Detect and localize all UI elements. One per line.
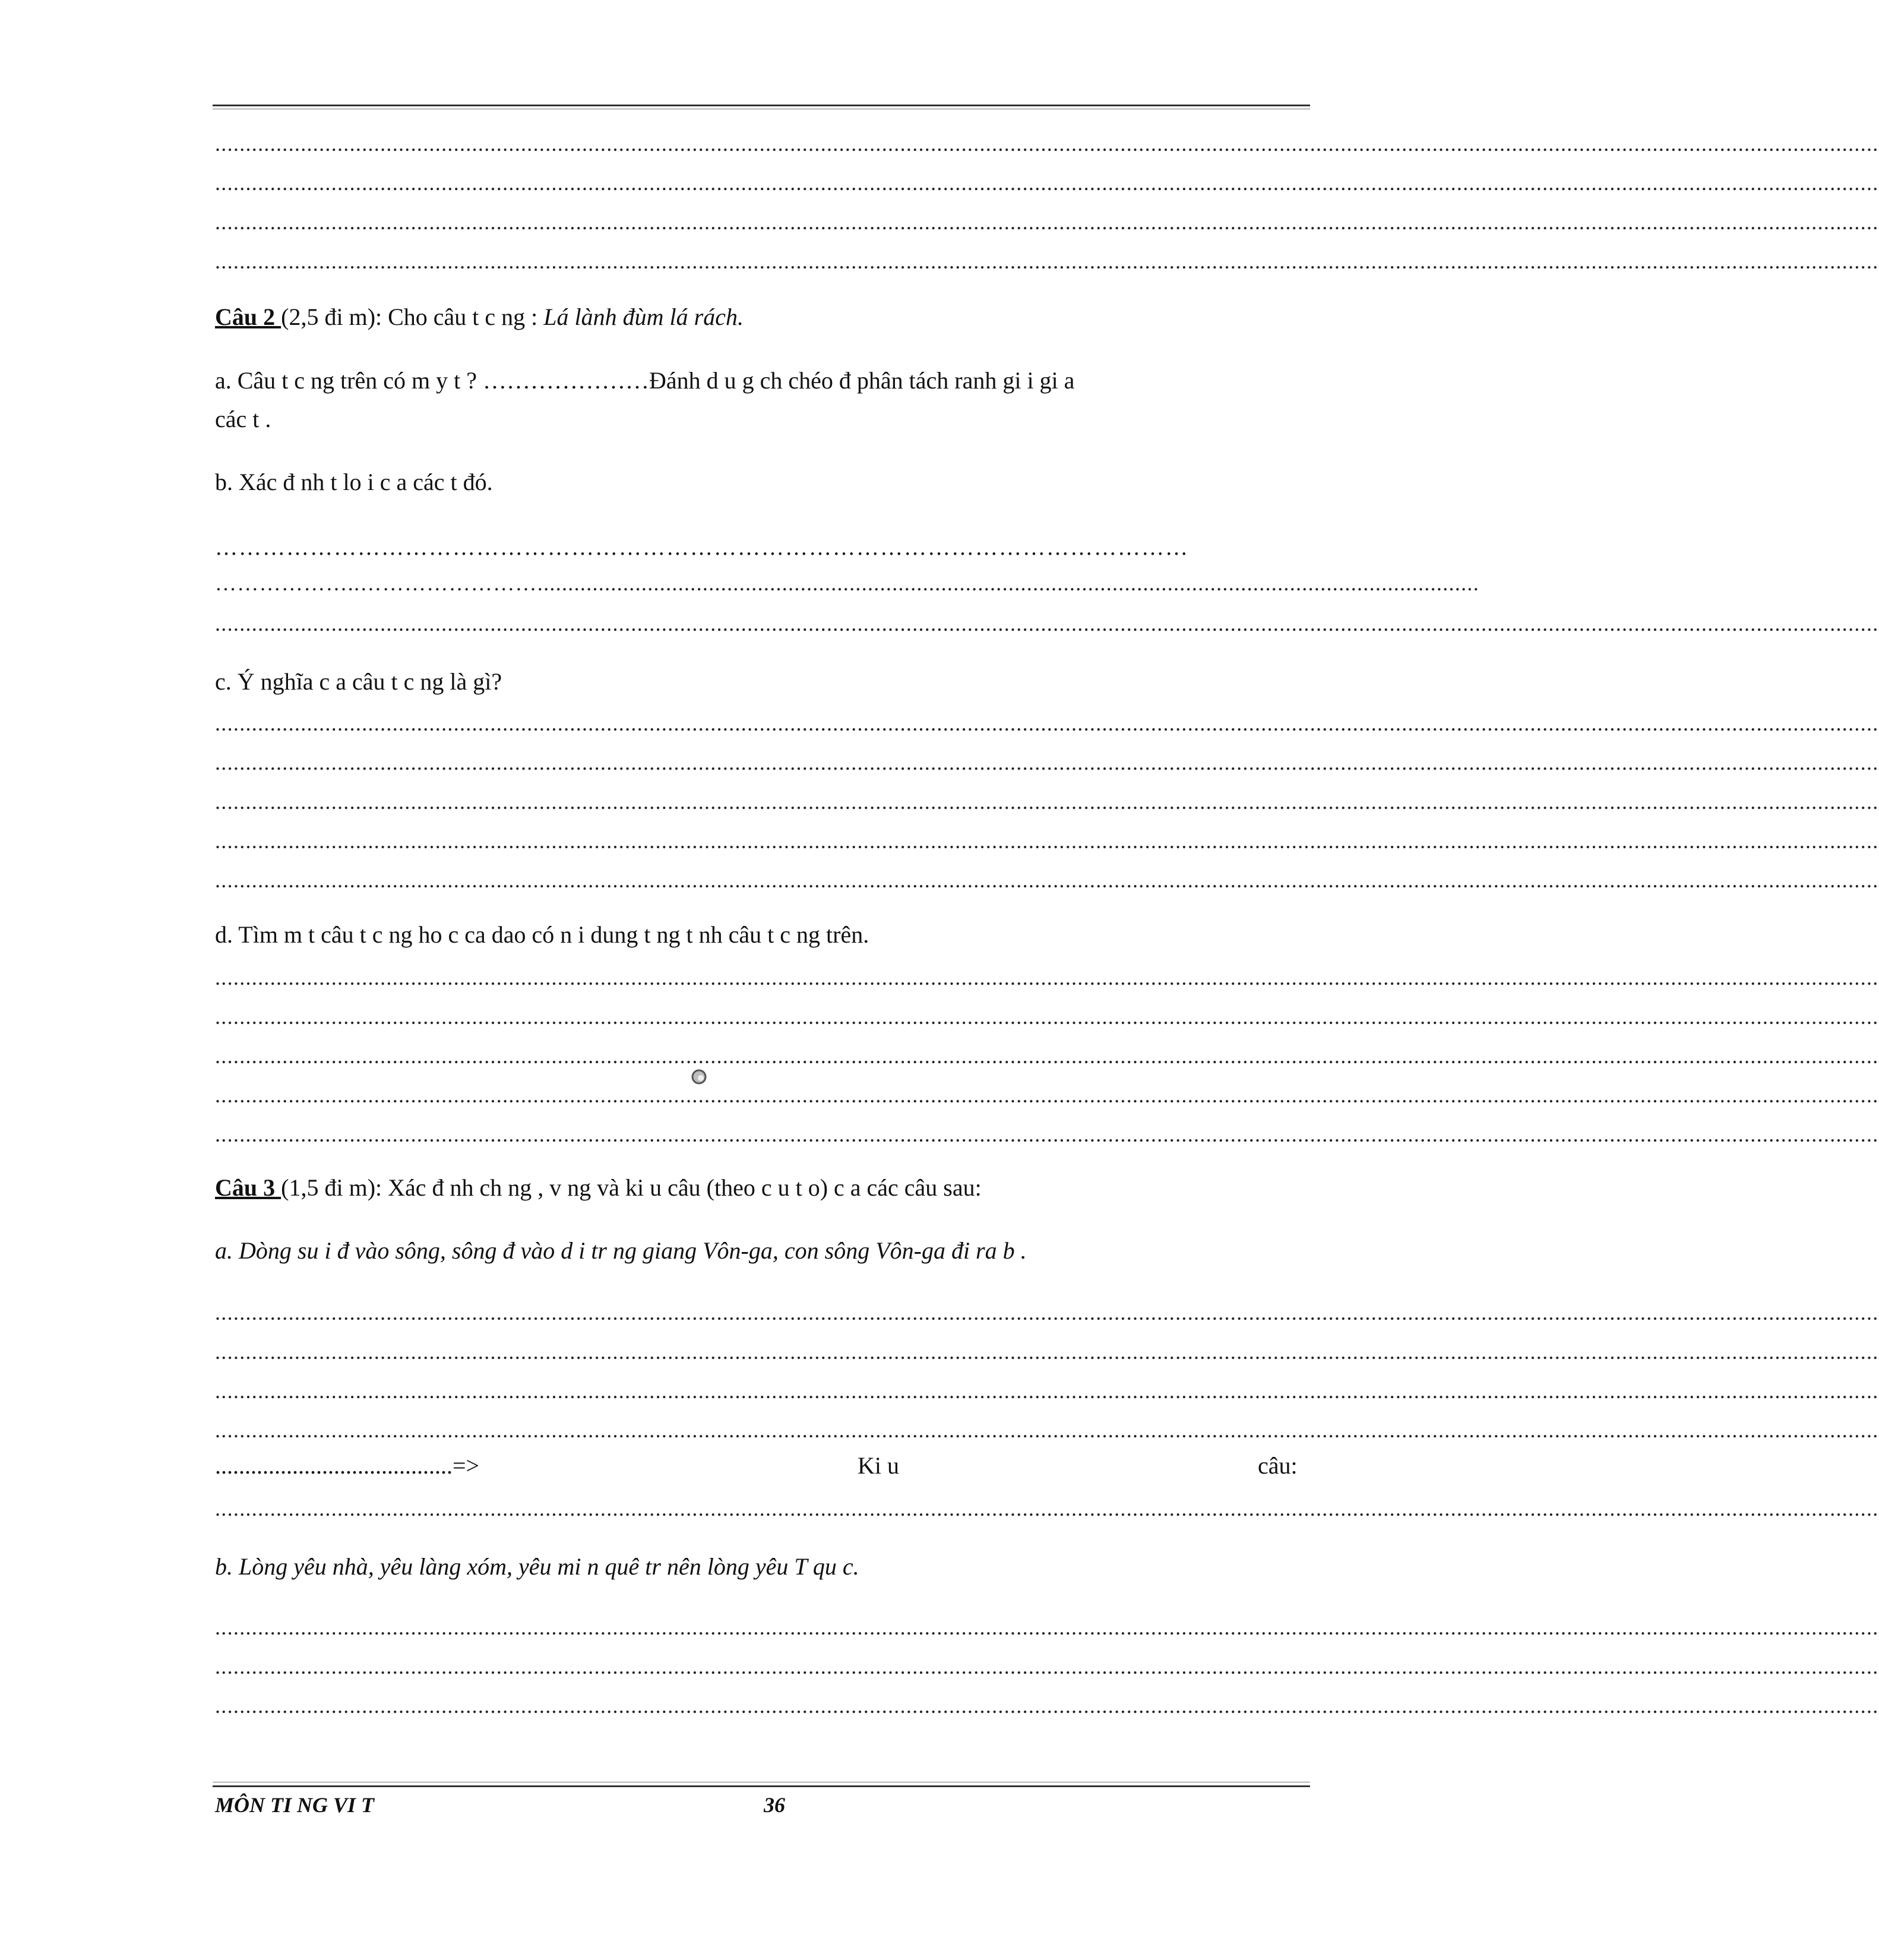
question-2-points: (2,5 đi m): Cho câu t c ng : [281, 304, 544, 330]
answer-line[interactable]: ................................................................................................................................................................................................................................................................................ [215, 790, 1879, 814]
answer-line[interactable]: ................................................................................................................................................................................................................................................................................ [215, 1044, 1879, 1068]
question-3-points: (1,5 đi m): Xác đ nh ch ng , v ng và ki u câu (theo c u t o) c a các câu sau: [281, 1174, 982, 1201]
answer-line[interactable]: ................................................................................................................................................................................................................................................................................ [215, 1005, 1879, 1029]
question-3b [215, 1553, 859, 1581]
question-3a [215, 1237, 1027, 1265]
question-2a-line2: các t . [215, 406, 271, 432]
answer-line[interactable]: ................................................................................................................................................................................................................................................................................ [215, 210, 1879, 234]
answer-line[interactable]: ................................................................................................................................................................................................................................................................................ [215, 829, 1879, 853]
header-rule [213, 105, 1310, 106]
question-3b-sentence: b. Lòng yêu nhà, yêu làng xóm, yêu mi n quê tr nên lòng yêu T qu c. [215, 1553, 859, 1580]
question-2d: d. Tìm m t câu t c ng ho c ca dao có n i dung t ng t nh câu t c ng trên. [215, 921, 869, 948]
answer-line[interactable]: ................................................................................................................................................................................................................................................................................ [215, 1655, 1879, 1678]
sentence-label: câu: [1258, 1452, 1298, 1479]
question-2-proverb: Lá lành đùm lá rách. [543, 304, 744, 330]
answer-line[interactable]: ................................................................................................................................................................................................................................................................................ [215, 1083, 1879, 1107]
footer-rule [213, 1785, 1310, 1787]
answer-line[interactable]: ................................................................................................................................................................................................................................................................................ [215, 1379, 1879, 1403]
answer-line[interactable]: ................................................................................................................................................................................................................................................................................ [215, 712, 1879, 735]
question-2b: b. Xác đ nh t lo i c a các t đó. [215, 469, 493, 495]
answer-line[interactable]: ................................................................................................................................................................................................................................................................................ [215, 171, 1879, 195]
question-2-title: Câu 2 [215, 304, 281, 330]
answer-line[interactable]: ................................................................................................................................................................................................................................................................................ [215, 132, 1879, 156]
answer-line[interactable]: ................................................................................................................................................................................................................................................................................ [215, 868, 1879, 892]
answer-line[interactable]: ................................................................................................................................................................................................................................................................................ [215, 1301, 1879, 1324]
answer-line[interactable]: ................................................................................................................................................................................................................................................................................ [215, 1694, 1879, 1718]
answer-line[interactable]: ................................................................................................................................................................................................................................................................................ [215, 249, 1879, 273]
question-3a-sentence: a. Dòng su i đ vào sông, sông đ vào d i tr ng giang Vôn-ga, con sông Vôn-ga đi ra b . [215, 1237, 1027, 1264]
answer-line[interactable]: ................................................................................................................................................................................................................................................................................ [215, 966, 1879, 990]
question-2c: c. Ý nghĩa c a câu t c ng là gì? [215, 668, 502, 695]
answer-line[interactable]: ………………..…………………….......................................................................................................................................................... [215, 571, 1479, 595]
question-3-title: Câu 3 [215, 1174, 281, 1201]
answer-line[interactable]: ................................................................................................................................................................................................................................................................................ [215, 1616, 1879, 1639]
answer-line[interactable]: ................................................................................................................................................................................................................................................................................ [215, 1340, 1879, 1364]
question-2a-line1: a. Câu t c ng trên có m y t ? …………………Đánh d u g ch chéo đ phân tách ranh gi i gi a [215, 367, 1075, 394]
answer-line-prefix[interactable]: ........................................=> [215, 1452, 480, 1479]
page-number: 36 [764, 1793, 785, 1817]
answer-line[interactable]: ................................................................................................................................................................................................................................................................................ [215, 612, 1879, 636]
footer-subject: MÔN TI NG VI T [215, 1793, 375, 1817]
answer-line[interactable]: ................................................................................................................................................................................................................................................................................ [215, 751, 1879, 774]
answer-line[interactable]: …………………………………………………………………………………………………………… [215, 535, 1189, 560]
question-2-heading [215, 303, 744, 331]
kind-label: Ki u [858, 1452, 899, 1479]
answer-line[interactable]: ................................................................................................................................................................................................................................................................................ [215, 1123, 1879, 1146]
busy-cursor-icon [690, 1067, 708, 1087]
answer-line[interactable]: ................................................................................................................................................................................................................................................................................ [215, 1418, 1879, 1442]
question-3-heading [215, 1174, 982, 1202]
answer-line[interactable]: ................................................................................................................................................................................................................................................................................ [215, 1497, 1879, 1520]
